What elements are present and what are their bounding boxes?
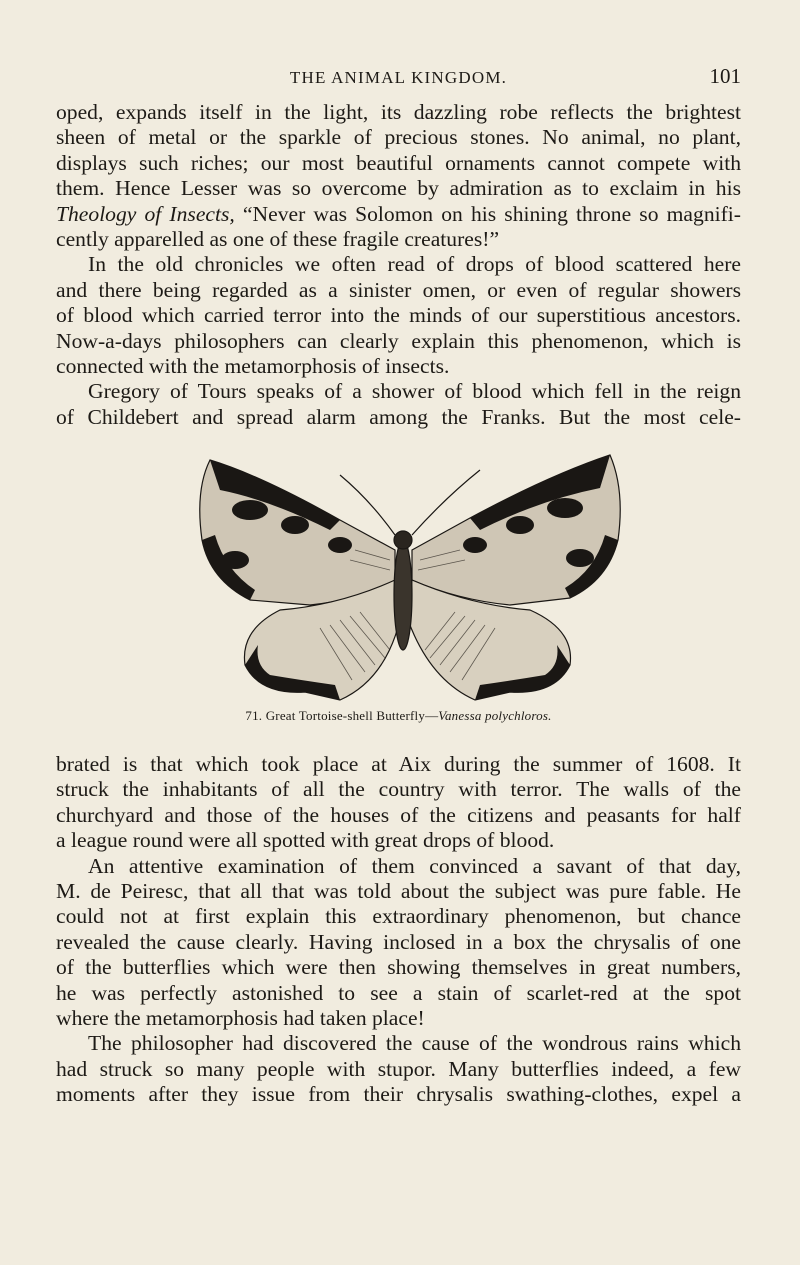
- text-line: brated is that which took place at Aix during the summer of 1608. It: [56, 752, 741, 776]
- text-line: them. Hence Lesser was so overcome by admiration as to exclaim in his: [56, 176, 741, 201]
- text-line: and there being regarded as a sinister omen, or even of regular showers: [56, 277, 741, 302]
- text-line: sheen of metal or the sparkle of precious stones. No animal, no plant,: [56, 125, 741, 150]
- running-header: [56, 64, 741, 94]
- text-line: struck the inhabitants of all the country with terror. The walls of the: [56, 777, 741, 802]
- text-line: Now-a-days philosophers can clearly explain this phenomenon, which is: [56, 328, 741, 353]
- text-line: he was perfectly astonished to see a stain of scarlet-red at the spot: [56, 980, 741, 1005]
- text-line: displays such riches; our most beautiful ornaments cannot compete with: [56, 150, 741, 175]
- quote-text: “Never was Solomon on his shining throne so magnifi-: [234, 201, 741, 226]
- paragraph-start-line: The philosopher had discovered the cause of the wondrous rains which: [88, 1031, 741, 1056]
- text-line: connected with the metamorphosis of insects.: [56, 354, 450, 379]
- text-block-bottom: [56, 752, 741, 1108]
- text-line-quote: [56, 202, 741, 227]
- paragraph-start-line: An attentive examination of them convinced a savant of that day,: [88, 853, 741, 878]
- text-line: moments after they issue from their chrysalis swathing-clothes, expel a: [56, 1082, 741, 1107]
- text-line: had struck so many people with stupor. Many butterflies indeed, a few: [56, 1056, 741, 1081]
- text-line: of blood which carried terror into the minds of our superstitious ancestors.: [56, 303, 741, 328]
- caption-text: 71. Great Tortoise-shell Butterfly—: [245, 708, 439, 723]
- text-line: M. de Peiresc, that all that was told about the subject was pure fable. He: [56, 879, 741, 904]
- text-line: cently apparelled as one of these fragile creatures!”: [56, 227, 500, 252]
- text-line: churchyard and those of the houses of the citizens and peasants for half: [56, 802, 741, 827]
- running-title: THE ANIMAL KINGDOM.: [289, 68, 508, 87]
- figure-caption: [56, 708, 741, 724]
- text-line: revealed the cause clearly. Having inclosed in a box the chrysalis of one: [56, 929, 741, 954]
- page-number: 101: [709, 64, 741, 88]
- text-line: a league round were all spotted with great drops of blood.: [56, 828, 555, 853]
- paragraph-start-line: Gregory of Tours speaks of a shower of blood which fell in the reign: [88, 379, 741, 404]
- butterfly-illustration: [190, 430, 630, 710]
- text-line: where the metamorphosis had taken place!: [56, 1006, 425, 1031]
- text-line: could not at first explain this extraordinary phenomenon, but chance: [56, 904, 741, 929]
- text-line: oped, expands itself in the light, its dazzling robe reflects the brightest: [56, 100, 741, 124]
- book-title-italic: Theology of Insects,: [56, 201, 235, 226]
- text-line: of Childebert and spread alarm among the Franks. But the most cele-: [56, 404, 741, 429]
- caption-species: Vanessa polychloros.: [438, 708, 552, 723]
- text-block-top: [56, 100, 741, 430]
- text-line: of the butterflies which were then showing themselves in great numbers,: [56, 955, 741, 980]
- paragraph-start-line: In the old chronicles we often read of drops of blood scattered here: [88, 252, 741, 277]
